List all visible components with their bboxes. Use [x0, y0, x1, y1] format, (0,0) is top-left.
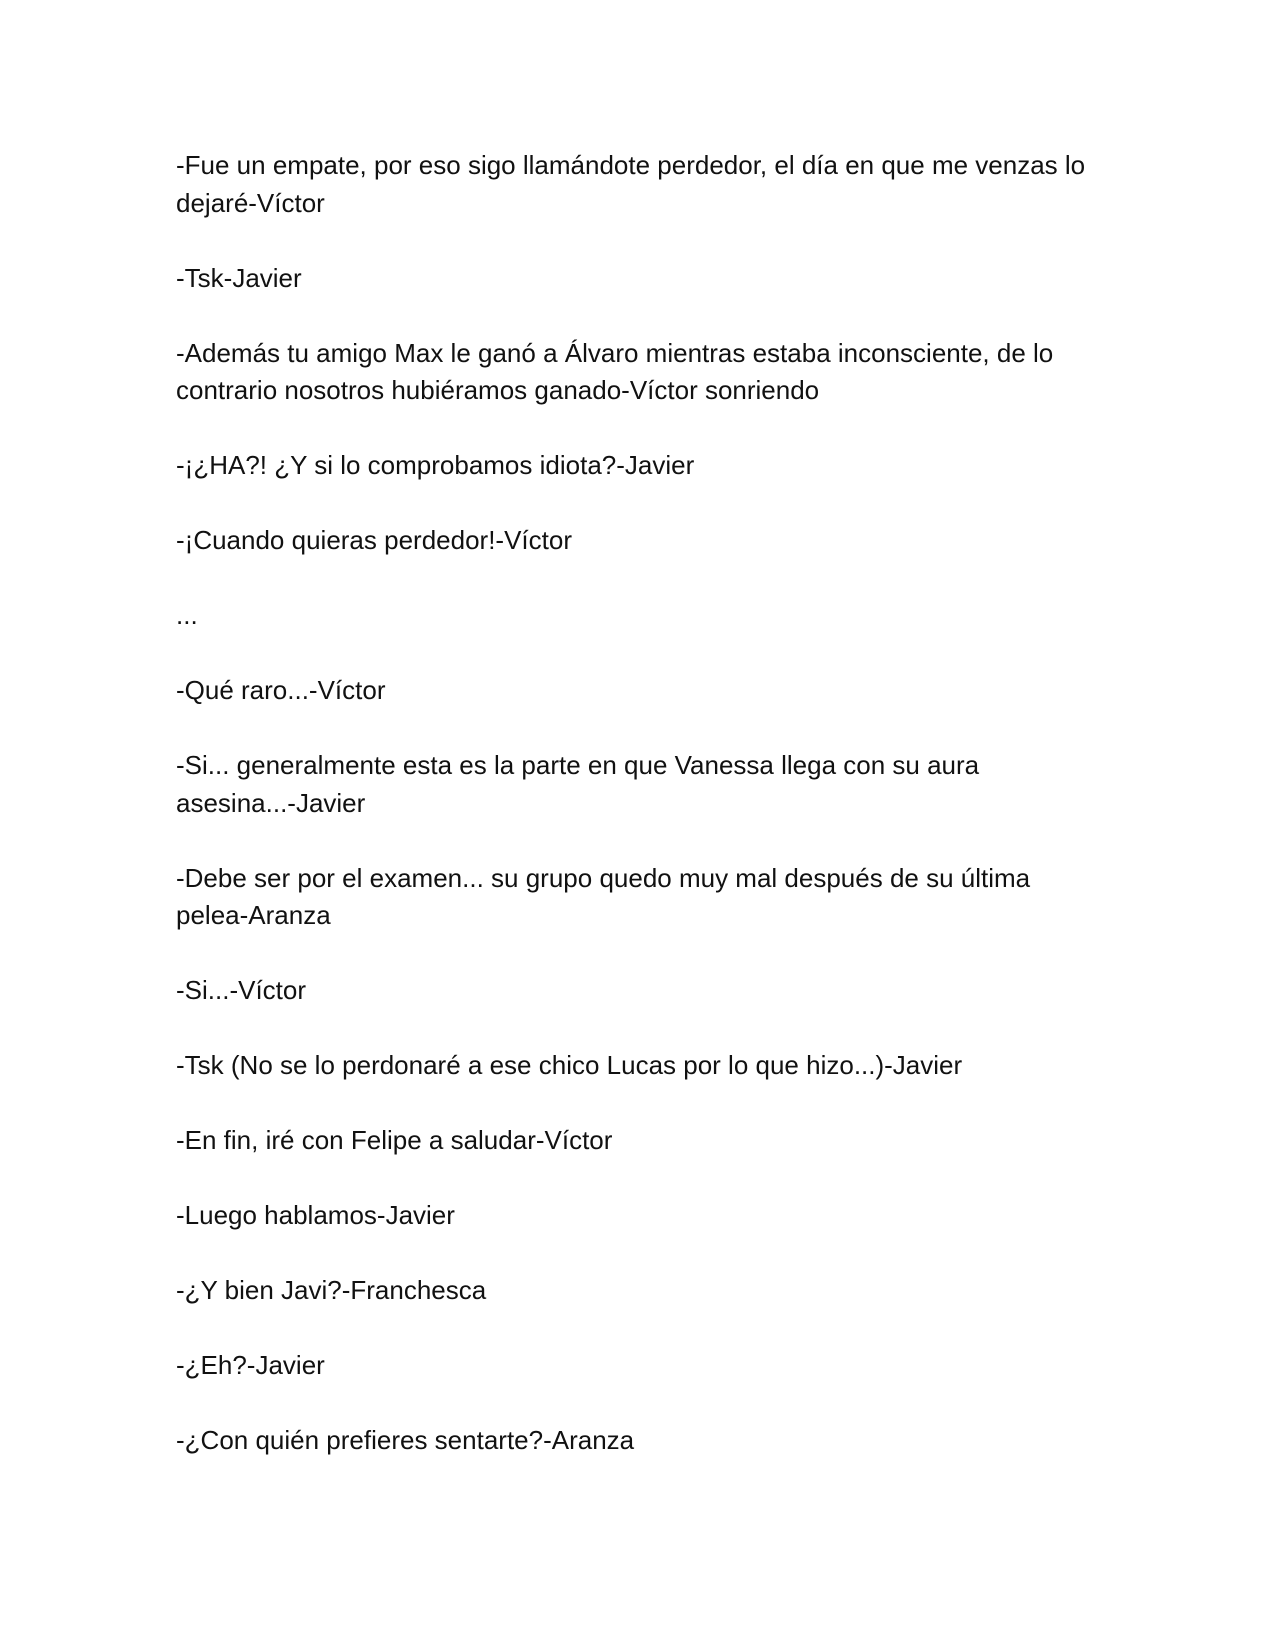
paragraph: -Fue un empate, por eso sigo llamándote perdedor, el día en que me venzas lo dejaré-Víctor: [176, 150, 1086, 218]
paragraph: -Tsk-Javier: [176, 262, 302, 293]
paragraph: -¿Y bien Javi?-Franchesca: [176, 1275, 487, 1305]
paragraph: -¿Eh?-Javier: [176, 1350, 325, 1380]
paragraph: -Qué raro...-Víctor: [176, 675, 386, 705]
paragraph: -Tsk (No se lo perdonaré a ese chico Lucas por lo que hizo...)-Javier: [176, 1050, 963, 1080]
paragraph: -Debe ser por el examen... su grupo quedo muy mal después de su última pelea-Aranza: [176, 862, 1031, 930]
paragraph: -¿Con quién prefieres sentarte?-Aranza: [176, 1425, 635, 1455]
paragraph: -Además tu amigo Max le ganó a Álvaro mientras estaba inconsciente, de lo contrario nosotros hubiéramos ganado-Víctor sonriendo: [176, 337, 1054, 405]
document-body: [176, 147, 1096, 1497]
paragraph: -¡Cuando quieras perdedor!-Víctor: [176, 525, 572, 555]
paragraph: -Si... generalmente esta es la parte en que Vanessa llega con su aura asesina...-Javier: [176, 750, 980, 818]
paragraph: -Luego hablamos-Javier: [176, 1200, 455, 1230]
paragraph: -En fin, iré con Felipe a saludar-Víctor: [176, 1125, 613, 1155]
paragraph: -¡¿HA?! ¿Y si lo comprobamos idiota?-Javier: [176, 450, 695, 480]
paragraph: -Si...-Víctor: [176, 975, 307, 1005]
paragraph: ...: [176, 600, 198, 630]
